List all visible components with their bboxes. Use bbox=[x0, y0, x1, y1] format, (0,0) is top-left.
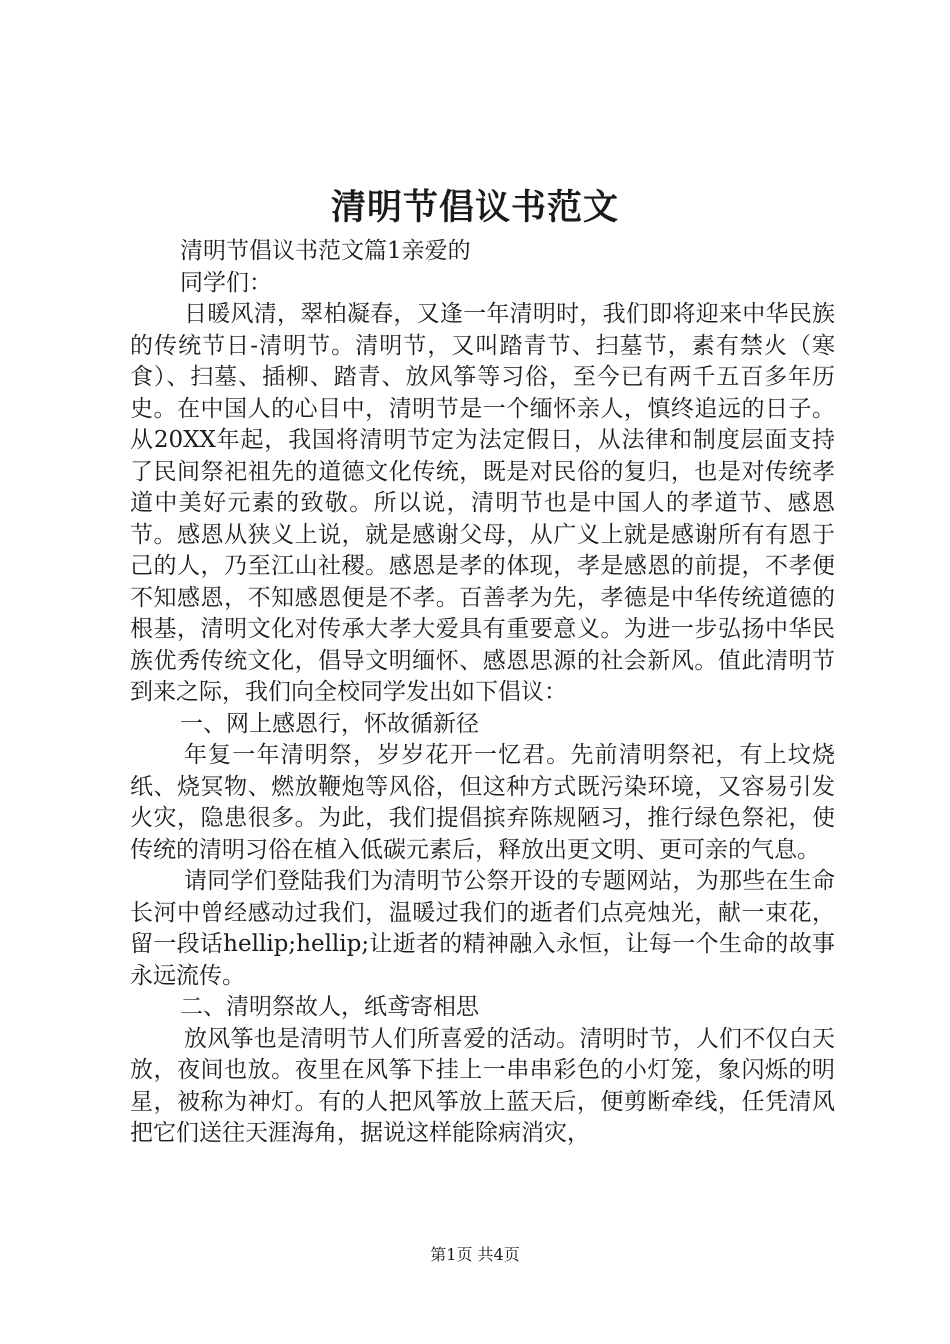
paragraph-section1-a: 年复一年清明祭，岁岁花开一忆君。先前清明祭祀，有上坟烧纸、烧冥物、燃放鞭炮等风俗，但这种方式既污染环境，又容易引发火灾，隐患很多。为此，我们提倡摈弃陈规陋习，推行绿色祭祀，使传统的清明习俗在植入低碳元素后，释放出更文明、更可亲的气息。 bbox=[130, 742, 835, 863]
document-title: 清明节倡议书范文 bbox=[330, 187, 619, 228]
paragraph-section2-a: 放风筝也是清明节人们所喜爱的活动。清明时节，人们不仅白天放，夜间也放。夜里在风筝下挂上一串串彩色的小灯笼，象闪烁的明星，被称为神灯。有的人把风筝放上蓝天后，便剪断牵线，任凭清风把它们送往天涯海角，据说这样能除病消灾， bbox=[130, 1025, 835, 1146]
section-heading-2: 二、清明祭故人，纸鸢寄相思 bbox=[180, 994, 479, 1020]
section-heading-1: 一、网上感恩行，怀故循新径 bbox=[180, 710, 479, 737]
document-body bbox=[130, 236, 835, 1150]
page-footer: 第1页 共4页 bbox=[430, 1245, 520, 1264]
paragraph-section1-b: 请同学们登陆我们为清明节公祭开设的专题网站，为那些在生命长河中曾经感动过我们，温暖过我们的逝者们点亮烛光，献一束花，留一段话hellip;hellip;让逝者的精神融入永恒，让每一个生命的故事永远流传。 bbox=[130, 868, 835, 989]
paragraph-salutation-line1: 清明节倡议书范文篇1亲爱的 bbox=[180, 238, 471, 264]
paragraph-intro: 日暖风清，翠柏凝春，又逢一年清明时，我们即将迎来中华民族的传统节日-清明节。清明节，又叫踏青节、扫墓节，素有禁火（寒食）、扫墓、插柳、踏青、放风筝等习俗，至今已有两千五百多年历史。在中国人的心目中，清明节是一个缅怀亲人，慎终追远的日子。从20XX年起，我国将清明节定为法定假日，从法律和制度层面支持了民间祭祀祖先的道德文化传统，既是对民俗的复归，也是对传统孝道中美好元素的致敬。所以说，清明节也是中国人的孝道节、感恩节。感恩从狭义上说，就是感谢父母，从广义上就是感谢所有有恩于己的人，乃至江山社稷。感恩是孝的体现，孝是感恩的前提，不孝便不知感恩，不知感恩便是不孝。百善孝为先，孝德是中华传统道德的根基，清明文化对传承大孝大爱具有重要意义。为进一步弘扬中华民族优秀传统文化，倡导文明缅怀、感恩思源的社会新风。值此清明节到来之际，我们向全校同学发出如下倡议： bbox=[130, 301, 835, 705]
paragraph-salutation-line2: 同学们： bbox=[180, 269, 272, 296]
